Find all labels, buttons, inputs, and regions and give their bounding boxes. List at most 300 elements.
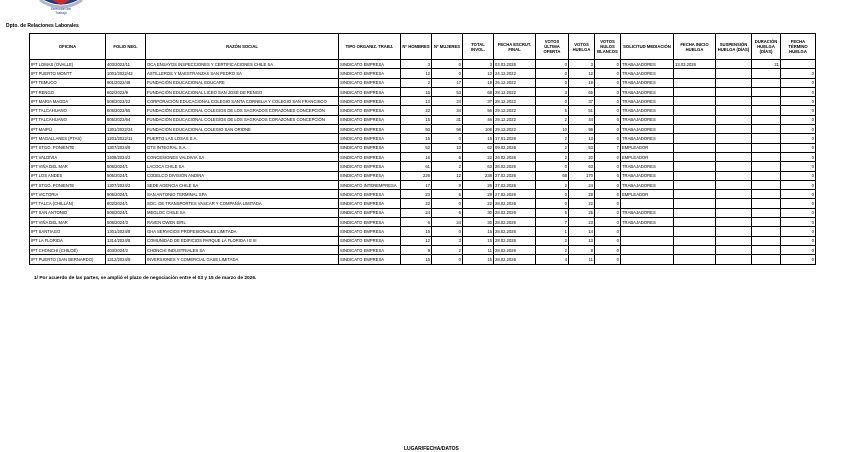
table-cell: 16: [401, 152, 432, 161]
table-cell: IPT LOMAS (OVALLE): [30, 60, 106, 69]
table-cell: 0: [536, 69, 569, 78]
table-row: [30, 171, 816, 180]
table-cell: [674, 208, 716, 217]
table-cell: 28.12.2022: [494, 87, 536, 96]
table-cell: 61: [401, 162, 432, 171]
table-cell: IPT SANTIAGO: [30, 227, 106, 236]
table-cell: 0: [595, 152, 621, 161]
table-cell: 25: [569, 208, 595, 217]
table-cell: 1307/2024/9: [106, 143, 146, 152]
table-cell: 0: [536, 60, 569, 69]
table-cell: MEGLOC CHILE SA: [146, 208, 339, 217]
table-cell: 15: [401, 255, 432, 264]
table-cell: 15: [401, 227, 432, 236]
table-cell: 29.12.2022: [494, 106, 536, 115]
table-cell: FUNDACIÓN EDUCACIONAL COLEGIOS DE LOS SAGRADOS CORAZONES CONCEPCIÓN: [146, 106, 339, 115]
table-cell: 63: [463, 162, 494, 171]
table-cell: TRABAJADORES: [621, 208, 674, 217]
table-cell: 68: [463, 87, 494, 96]
table-cell: 106: [463, 125, 494, 134]
table-cell: 802/2024/1: [106, 199, 146, 208]
table-cell: 0: [432, 227, 463, 236]
table-cell: [674, 162, 716, 171]
table-cell: 1001/2022/42: [106, 69, 146, 78]
table-cell: 0: [781, 218, 816, 227]
table-cell: 53: [569, 143, 595, 152]
table-row: [30, 152, 816, 161]
table-cell: IPT VIÑA DEL MAR: [30, 162, 106, 171]
table-cell: [674, 143, 716, 152]
table-cell: 1201/2022/11: [106, 134, 146, 143]
table-cell: SINDICATO EMPRESA: [339, 97, 401, 106]
table-cell: 0: [781, 97, 816, 106]
column-header: SUSPENSIÓN HUELGA (DÍAS): [716, 34, 752, 60]
column-header: TOTAL INVOL.: [463, 34, 494, 60]
table-cell: IPT TALCAHUANO: [30, 115, 106, 124]
table-cell: 24: [569, 180, 595, 189]
table-cell: [716, 255, 752, 264]
table-cell: [716, 134, 752, 143]
column-header: VOTOS HUELGA: [569, 34, 595, 60]
table-cell: [716, 97, 752, 106]
table-cell: [674, 218, 716, 227]
table-cell: TRABAJADORES: [621, 171, 674, 180]
table-cell: 22: [401, 106, 432, 115]
table-cell: 37: [463, 97, 494, 106]
table-cell: 0: [595, 218, 621, 227]
table-cell: IPT MAIPÚ: [30, 125, 106, 134]
table-cell: [674, 97, 716, 106]
table-cell: 0: [781, 78, 816, 87]
table-cell: [752, 236, 781, 245]
table-cell: IPT LOS ANDES: [30, 171, 106, 180]
table-cell: [674, 227, 716, 236]
table-cell: [621, 245, 674, 254]
table-row: [30, 227, 816, 236]
table-cell: [716, 87, 752, 96]
table-cell: 11: [463, 245, 494, 254]
table-cell: 3: [536, 87, 569, 96]
table-cell: [752, 115, 781, 124]
table-cell: 28.12.2022: [494, 97, 536, 106]
table-cell: 63: [569, 162, 595, 171]
table-row: [30, 236, 816, 245]
table-cell: 28.02.2026: [494, 218, 536, 227]
table-cell: IPT RENGO: [30, 87, 106, 96]
table-cell: 30: [463, 218, 494, 227]
table-cell: 17: [432, 78, 463, 87]
table-cell: 3: [569, 60, 595, 69]
table-cell: IPT STGO. PONIENTE: [30, 180, 106, 189]
table-cell: 12: [432, 171, 463, 180]
column-header: RAZÓN SOCIAL: [146, 34, 339, 60]
table-cell: SINDICATO EMPRESA: [339, 171, 401, 180]
table-cell: 22: [463, 152, 494, 161]
table-cell: 2: [432, 162, 463, 171]
table-cell: [716, 69, 752, 78]
table-cell: 0: [536, 97, 569, 106]
table-cell: 15: [463, 134, 494, 143]
table-cell: 0: [595, 60, 621, 69]
table-cell: 29.12.2022: [494, 125, 536, 134]
table-cell: SINDICATO EMPRESA: [339, 69, 401, 78]
table-cell: 0: [536, 199, 569, 208]
table-cell: 3: [401, 60, 432, 69]
table-cell: 26: [463, 180, 494, 189]
table-cell: 2: [536, 134, 569, 143]
table-cell: 0: [595, 134, 621, 143]
column-header: TIPO ORGANIZ. TRABJ.: [339, 34, 401, 60]
table-row: [30, 208, 816, 217]
table-cell: CONCESIONES VALDIVIA SA: [146, 152, 339, 161]
table-cell: SINDICATO EMPRESA: [339, 255, 401, 264]
table-cell: [716, 78, 752, 87]
table-row: [30, 78, 816, 87]
table-cell: 15: [401, 115, 432, 124]
table-cell: SINDICATO EMPRESA: [339, 227, 401, 236]
table-cell: OCA ENSAYOS INSPECCIONES Y CERTIFICACIONES CHILE SA: [146, 60, 339, 69]
table-cell: [674, 171, 716, 180]
table-cell: 13: [401, 97, 432, 106]
table-cell: 29: [569, 190, 595, 199]
table-cell: 7: [536, 218, 569, 227]
table-cell: 1301/2022/24: [106, 125, 146, 134]
table-cell: 28.02.2026: [494, 199, 536, 208]
table-cell: 6: [432, 208, 463, 217]
column-header: FECHA ESCRUT. FINAL: [494, 34, 536, 60]
table-cell: 17: [401, 180, 432, 189]
table-cell: 62: [463, 143, 494, 152]
table-cell: 27.02.2026: [494, 180, 536, 189]
table-cell: SINDICATO EMPRESA: [339, 236, 401, 245]
table-cell: 0: [595, 227, 621, 236]
table-cell: [674, 106, 716, 115]
table-cell: IPT PUERTO MONTT: [30, 69, 106, 78]
table-cell: 1408/2024/3: [106, 152, 146, 161]
table-cell: [752, 125, 781, 134]
table-cell: CHONCHI INDUSTRIALES SA: [146, 245, 339, 254]
table-cell: GTS INTEGRAL S.A.: [146, 143, 339, 152]
table-cell: SINDICATO EMPRESA: [339, 162, 401, 171]
column-header: SOLICITUD MEDIACIÓN: [621, 34, 674, 60]
table-cell: 2: [432, 245, 463, 254]
table-cell: TRABAJADORES: [621, 134, 674, 143]
table-cell: 26.02.2026: [494, 162, 536, 171]
table-cell: SINDICATO EMPRESA: [339, 125, 401, 134]
table-cell: 24: [432, 218, 463, 227]
table-cell: 5: [536, 106, 569, 115]
table-cell: [752, 171, 781, 180]
table-cell: 0: [595, 106, 621, 115]
table-cell: 7: [595, 143, 621, 152]
table-cell: 26.02.2026: [494, 152, 536, 161]
table-cell: 0: [781, 69, 816, 78]
direccion-del-trabajo-logo: [38, 0, 84, 16]
table-cell: [752, 97, 781, 106]
table-cell: 0: [432, 134, 463, 143]
table-cell: 19: [463, 78, 494, 87]
table-cell: 15: [401, 87, 432, 96]
table-cell: [716, 227, 752, 236]
table-cell: [752, 106, 781, 115]
table-cell: 23: [569, 218, 595, 227]
table-cell: [716, 218, 752, 227]
table-cell: 28.02.2026: [494, 208, 536, 217]
table-row: [30, 255, 816, 264]
table-cell: [674, 152, 716, 161]
table-cell: 0: [595, 78, 621, 87]
table-cell: 6: [401, 218, 432, 227]
table-cell: IPT CHONCHI (CHILOÉ): [30, 245, 106, 254]
table-cell: [716, 171, 752, 180]
table-cell: TRABAJADORES: [621, 180, 674, 189]
table-cell: SINDICATO EMPRESA: [339, 87, 401, 96]
table-cell: TRABAJADORES: [621, 60, 674, 69]
table-cell: 22: [401, 199, 432, 208]
table-cell: 96: [569, 125, 595, 134]
table-cell: 0: [781, 152, 816, 161]
table-row: [30, 69, 816, 78]
table-cell: 28.02.2026: [494, 255, 536, 264]
table-cell: IPT SAN ANTONIO: [30, 208, 106, 217]
logo-text-line2: Trabajo: [55, 11, 67, 15]
table-cell: [716, 208, 752, 217]
table-cell: 0: [432, 255, 463, 264]
table-cell: 0: [536, 190, 569, 199]
table-cell: [674, 134, 716, 143]
table-cell: 22: [463, 199, 494, 208]
table-cell: 0: [781, 255, 816, 264]
table-cell: 506/2024/1: [106, 208, 146, 217]
table-cell: GHA SERVICIOS PROFESIONALES LIMITADA: [146, 227, 339, 236]
table-cell: 53: [432, 87, 463, 96]
table-header-row: [30, 34, 816, 60]
table-cell: [674, 255, 716, 264]
table-row: [30, 115, 816, 124]
table-cell: IPT VIÑA DEL MAR: [30, 218, 106, 227]
table-cell: 56: [463, 106, 494, 115]
table-cell: 226: [401, 171, 432, 180]
table-cell: 03.03.2026: [494, 60, 536, 69]
table-cell: [716, 162, 752, 171]
table-cell: 0: [595, 208, 621, 217]
table-cell: 9: [401, 245, 432, 254]
table-cell: SEDE AGENCIA CHILE SA: [146, 180, 339, 189]
table-cell: 508/2022/22: [106, 97, 146, 106]
table-cell: TRABAJADORES: [621, 69, 674, 78]
column-header: N° MUJERES: [432, 34, 463, 60]
table-cell: 29.12.2022: [494, 115, 536, 124]
table-cell: EMPLEADOR: [621, 143, 674, 152]
table-row: [30, 87, 816, 96]
table-cell: 13: [569, 134, 595, 143]
table-cell: EMPLEADOR: [621, 152, 674, 161]
table-cell: [716, 190, 752, 199]
table-cell: 12: [463, 69, 494, 78]
table-cell: 28.02.2026: [494, 245, 536, 254]
table-cell: IPT TALCA (CHILLÁN): [30, 199, 106, 208]
table-cell: 09.02.2026: [494, 143, 536, 152]
table-cell: SINDICATO EMPRESA: [339, 152, 401, 161]
table-cell: 24: [401, 208, 432, 217]
table-cell: 403/2024/2: [106, 245, 146, 254]
table-row: [30, 125, 816, 134]
table-row: [30, 143, 816, 152]
table-cell: 805/2022/64: [106, 115, 146, 124]
table-cell: SINDICATO EMPRESA: [339, 134, 401, 143]
table-cell: 56: [432, 125, 463, 134]
table-cell: IPT PUERTO (SAN BERNARDO): [30, 255, 106, 264]
logo-text-line1: Dirección del: [50, 7, 72, 11]
table-cell: 6: [432, 190, 463, 199]
table-cell: [674, 87, 716, 96]
table-cell: 15: [463, 236, 494, 245]
table-cell: 0: [781, 171, 816, 180]
table-row: [30, 97, 816, 106]
table-cell: [716, 180, 752, 189]
table-cell: [674, 180, 716, 189]
table-cell: 506/2024/3: [106, 218, 146, 227]
table-cell: 13.03.2026: [674, 60, 716, 69]
table-cell: 28.02.2026: [494, 236, 536, 245]
table-cell: 0: [595, 97, 621, 106]
table-cell: 1314/2024/8: [106, 236, 146, 245]
strikes-table: [29, 33, 816, 265]
table-cell: 0: [781, 143, 816, 152]
table-cell: 0: [595, 125, 621, 134]
table-cell: 19: [569, 78, 595, 87]
table-cell: TRABAJADORES: [621, 125, 674, 134]
table-cell: [674, 115, 716, 124]
footnote: 1/ Por acuerdo de las partes, se amplió el plazo de negociación entre el 03 y 15 de marzo de 2026.: [34, 276, 257, 281]
table-cell: RAVEN OWEN EIRL: [146, 218, 339, 227]
table-row: [30, 180, 816, 189]
table-cell: [716, 199, 752, 208]
column-header: FOLIO NEG.: [106, 34, 146, 60]
table-cell: [621, 236, 674, 245]
table-cell: IPT VALDIVIA: [30, 152, 106, 161]
table-row: [30, 106, 816, 115]
table-cell: 30: [463, 208, 494, 217]
table-cell: 0: [781, 125, 816, 134]
column-header: FECHA INICIO HUELGA: [674, 34, 716, 60]
table-cell: 21: [752, 60, 781, 69]
table-cell: [752, 162, 781, 171]
table-cell: SINDICATO EMPRESA: [339, 218, 401, 227]
table-cell: 24: [432, 97, 463, 106]
table-cell: FUNDACIÓN EDUCACIONAL COLEGIO SAN ORIONE: [146, 125, 339, 134]
table-row: [30, 162, 816, 171]
table-cell: [716, 115, 752, 124]
table-cell: 2: [536, 245, 569, 254]
table-row: [30, 134, 816, 143]
table-cell: 238: [463, 171, 494, 180]
column-header: VOTOS NULOS BLANCOS: [595, 34, 621, 60]
table-cell: FUNDACIÓN EDUCACIONAL LICEO SAN JOSÉ DE RENGO: [146, 87, 339, 96]
table-cell: PUERTO LAS LOSAS S.A.: [146, 134, 339, 143]
table-cell: EMPLEADOR: [621, 190, 674, 199]
table-cell: [752, 180, 781, 189]
table-cell: 0: [781, 199, 816, 208]
table-cell: 14: [569, 227, 595, 236]
table-cell: 0: [595, 245, 621, 254]
table-cell: 1: [536, 227, 569, 236]
table-cell: [752, 69, 781, 78]
table-cell: SINDICATO EMPRESA: [339, 208, 401, 217]
table-cell: 0: [781, 208, 816, 217]
table-cell: 0: [595, 69, 621, 78]
table-cell: [674, 69, 716, 78]
table-cell: 505/2024/1: [106, 171, 146, 180]
table-cell: 25.12.2022: [494, 78, 536, 87]
table-cell: 0: [595, 87, 621, 96]
table-cell: 13: [569, 236, 595, 245]
table-cell: [752, 87, 781, 96]
table-cell: [716, 125, 752, 134]
table-cell: [621, 255, 674, 264]
table-cell: IPT TALCAHUANO: [30, 106, 106, 115]
table-cell: SAN ANTONIO TERMINAL SPA: [146, 190, 339, 199]
table-cell: CODELCO DIVISIÓN ANDINA: [146, 171, 339, 180]
column-header: OFICINA: [30, 34, 106, 60]
table-cell: 0: [595, 162, 621, 171]
table-cell: 29: [463, 190, 494, 199]
table-cell: 11: [569, 255, 595, 264]
table-cell: 12: [401, 69, 432, 78]
table-cell: [674, 125, 716, 134]
table-cell: 50: [401, 125, 432, 134]
table-cell: 1301/2024/8: [106, 227, 146, 236]
table-cell: 0: [781, 227, 816, 236]
table-cell: TRABAJADORES: [621, 218, 674, 227]
table-cell: 0: [536, 78, 569, 87]
table-cell: 905/2024/1: [106, 190, 146, 199]
table-cell: 12: [401, 236, 432, 245]
table-cell: [752, 78, 781, 87]
table-cell: [752, 190, 781, 199]
table-cell: 0: [781, 106, 816, 115]
table-cell: 9: [432, 180, 463, 189]
table-cell: IPT MAGALLANES (PTAS): [30, 134, 106, 143]
table-cell: 2: [536, 180, 569, 189]
table-cell: 31: [432, 115, 463, 124]
column-header: FECHA TÉRMINO HUELGA: [781, 34, 816, 60]
table-cell: [716, 60, 752, 69]
table-cell: SINDICATO EMPRESA: [339, 245, 401, 254]
table-cell: 1312/2024/8: [106, 255, 146, 264]
table-cell: 805/2022/65: [106, 106, 146, 115]
table-cell: TRABAJADORES: [621, 87, 674, 96]
table-cell: [716, 236, 752, 245]
table-cell: 12: [569, 69, 595, 78]
table-cell: SOC. DE TRANSPORTES VASCAR Y COMPAÑÍA LIMITADA: [146, 199, 339, 208]
table-cell: 403/2022/11: [106, 60, 146, 69]
table-cell: 0: [595, 199, 621, 208]
table-cell: LACOCA CHILE SA: [146, 162, 339, 171]
page-footer: LUGAR/FECHA/DATOS: [404, 446, 459, 452]
table-cell: 10: [536, 125, 569, 134]
table-row: [30, 245, 816, 254]
table-cell: INVERSIONES Y COMERCIAL GASE LIMITADA: [146, 255, 339, 264]
table-row: [30, 60, 816, 69]
table-cell: 51: [569, 106, 595, 115]
table-cell: 3: [463, 60, 494, 69]
table-cell: [752, 227, 781, 236]
table-cell: 1307/2024/2: [106, 180, 146, 189]
table-cell: 17.01.2026: [494, 134, 536, 143]
table-cell: 24.12.2022: [494, 69, 536, 78]
table-cell: 0: [781, 87, 816, 96]
